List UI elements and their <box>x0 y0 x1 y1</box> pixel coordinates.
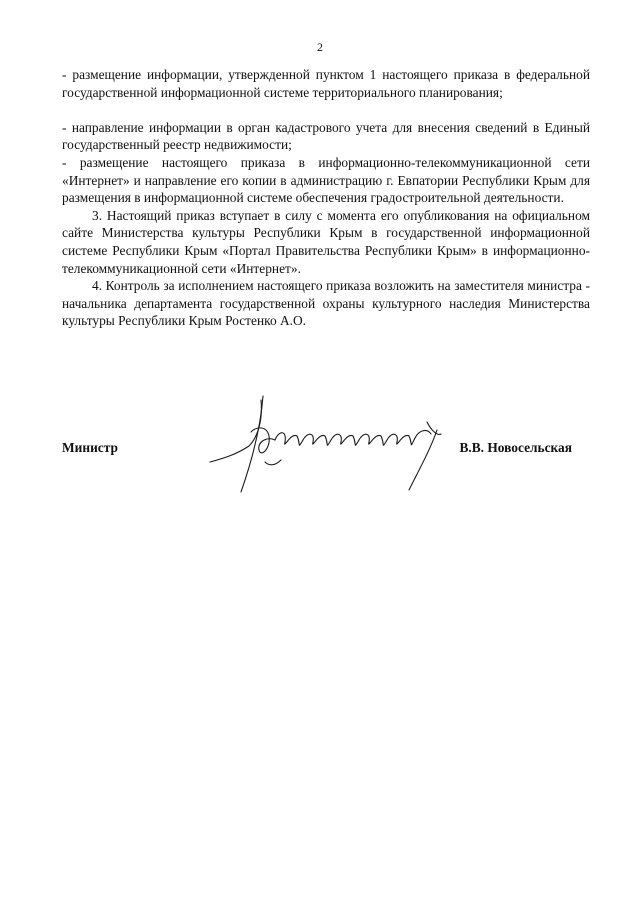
paragraph-cadastral-info: - направление информации в орган кадастрового учета для внесения сведений в Единый государственный реестр недвижимости; <box>62 119 590 153</box>
page-number: 2 <box>317 40 323 54</box>
signature-block <box>62 440 590 460</box>
signatory-title: Министр <box>62 440 118 455</box>
document-body <box>62 66 590 330</box>
paragraph-effective-date: 3. Настоящий приказ вступает в силу с момента его опубликования на официальном сайте Министерства культуры Республики Крым в государственной информационной системе Республики Крым «Портал Правительства Республики Крым» в информационно-телекоммуникационной сети «Интернет». <box>62 207 590 276</box>
paragraph-internet-placement: - размещение настоящего приказа в информационно-телекоммуникационной сети «Интернет» и направление его копии в администрацию г. Евпатории Республики Крым для размещения в информационной системе обеспечения градостроительной деятельности. <box>62 154 590 206</box>
signatory-name: В.В. Новосельская <box>459 440 572 455</box>
paragraph-control: 4. Контроль за исполнением настоящего приказа возложить на заместителя министра - начальника департамента государственной охраны культурного наследия Министерства культуры Республики Крым Ростенко А.О. <box>62 278 590 329</box>
paragraph-gis-placement: - размещение информации, утвержденной пунктом 1 настоящего приказа в федеральной государственной информационной системе территориального планирования; <box>62 67 590 100</box>
